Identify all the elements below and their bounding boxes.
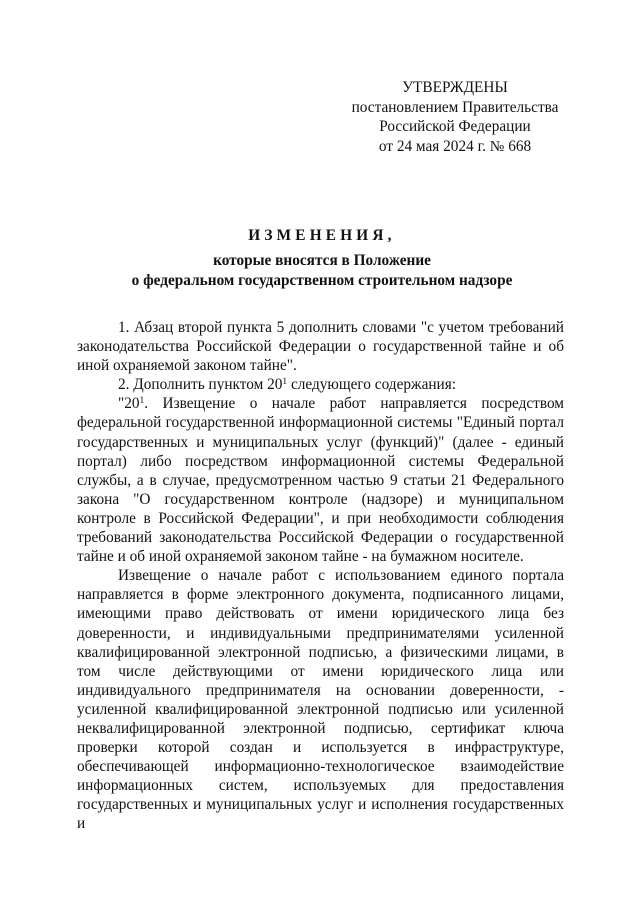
paragraph-1: 1. Абзац второй пункта 5 дополнить словами "с учетом требований законодательства Российской Федерации о государственной тайне и об иной охраняемой законом тайне". <box>77 319 564 375</box>
paragraph-2-superscript: 1 <box>282 377 288 388</box>
paragraph-2 <box>77 375 564 394</box>
approval-line-3: от 24 мая 2024 г. № 668 <box>378 137 532 155</box>
paragraph-3-text-b: . Извещение о начале работ направляется посредством федеральной государственной информационной системы "Единый портал государственных и муниципальных услуг (функций)" (далее - единый портал) либо посредством информационной системы Федеральной службы, а в случае, предусмотренном частью 9 статьи 21 Федерального закона "О государственном контроле (надзоре) и муниципальном контроле в Российской Федерации", и при необходимости соблюдения требований законодательства Российской Федерации о государственной тайне и об иной охраняемой законом тайне - на бумажном носителе. <box>77 395 564 566</box>
approval-stamp <box>330 78 580 156</box>
paragraph-2-text-b: следующего содержания: <box>287 376 457 394</box>
approval-line-1: постановлением Правительства <box>351 98 559 116</box>
document-heading <box>60 226 584 291</box>
paragraph-3 <box>77 394 564 566</box>
paragraph-2-text-a: 2. Дополнить пунктом 20 <box>118 376 283 394</box>
paragraph-3-superscript: 1 <box>139 396 145 407</box>
heading-subtitle-1: которые вносятся в Положение <box>213 252 431 269</box>
approval-title: УТВЕРЖДЕНЫ <box>402 79 508 96</box>
paragraph-3-text-a: "20 <box>118 395 140 413</box>
document-body <box>77 318 564 834</box>
paragraph-4: Извещение о начале работ с использованием единого портала направляется в форме электронного документа, подписанного лицами, имеющими право действовать от имени юридического лица без доверенности, и индивидуальными предпринимателями усиленной квалифицированной электронной подписью, а физическими лицами, в том числе действующими от имени юридического лица или индивидуального предпринимателя на основании доверенности, - усиленной квалифицированной электронной подписью или усиленной неквалифицированной электронной подписью, сертификат ключа проверки которой создан и используется в инфраструктуре, обеспечивающей информационно-технологическое взаимодействие информационных систем, используемых для предоставления государственных и муниципальных услуг и исполнения государственных и <box>77 567 564 833</box>
approval-line-2: Российской Федерации <box>379 118 531 135</box>
heading-subtitle-2: о федеральном государственном строительном надзоре <box>131 272 513 289</box>
heading-title: ИЗМЕНЕНИЯ, <box>248 227 396 244</box>
